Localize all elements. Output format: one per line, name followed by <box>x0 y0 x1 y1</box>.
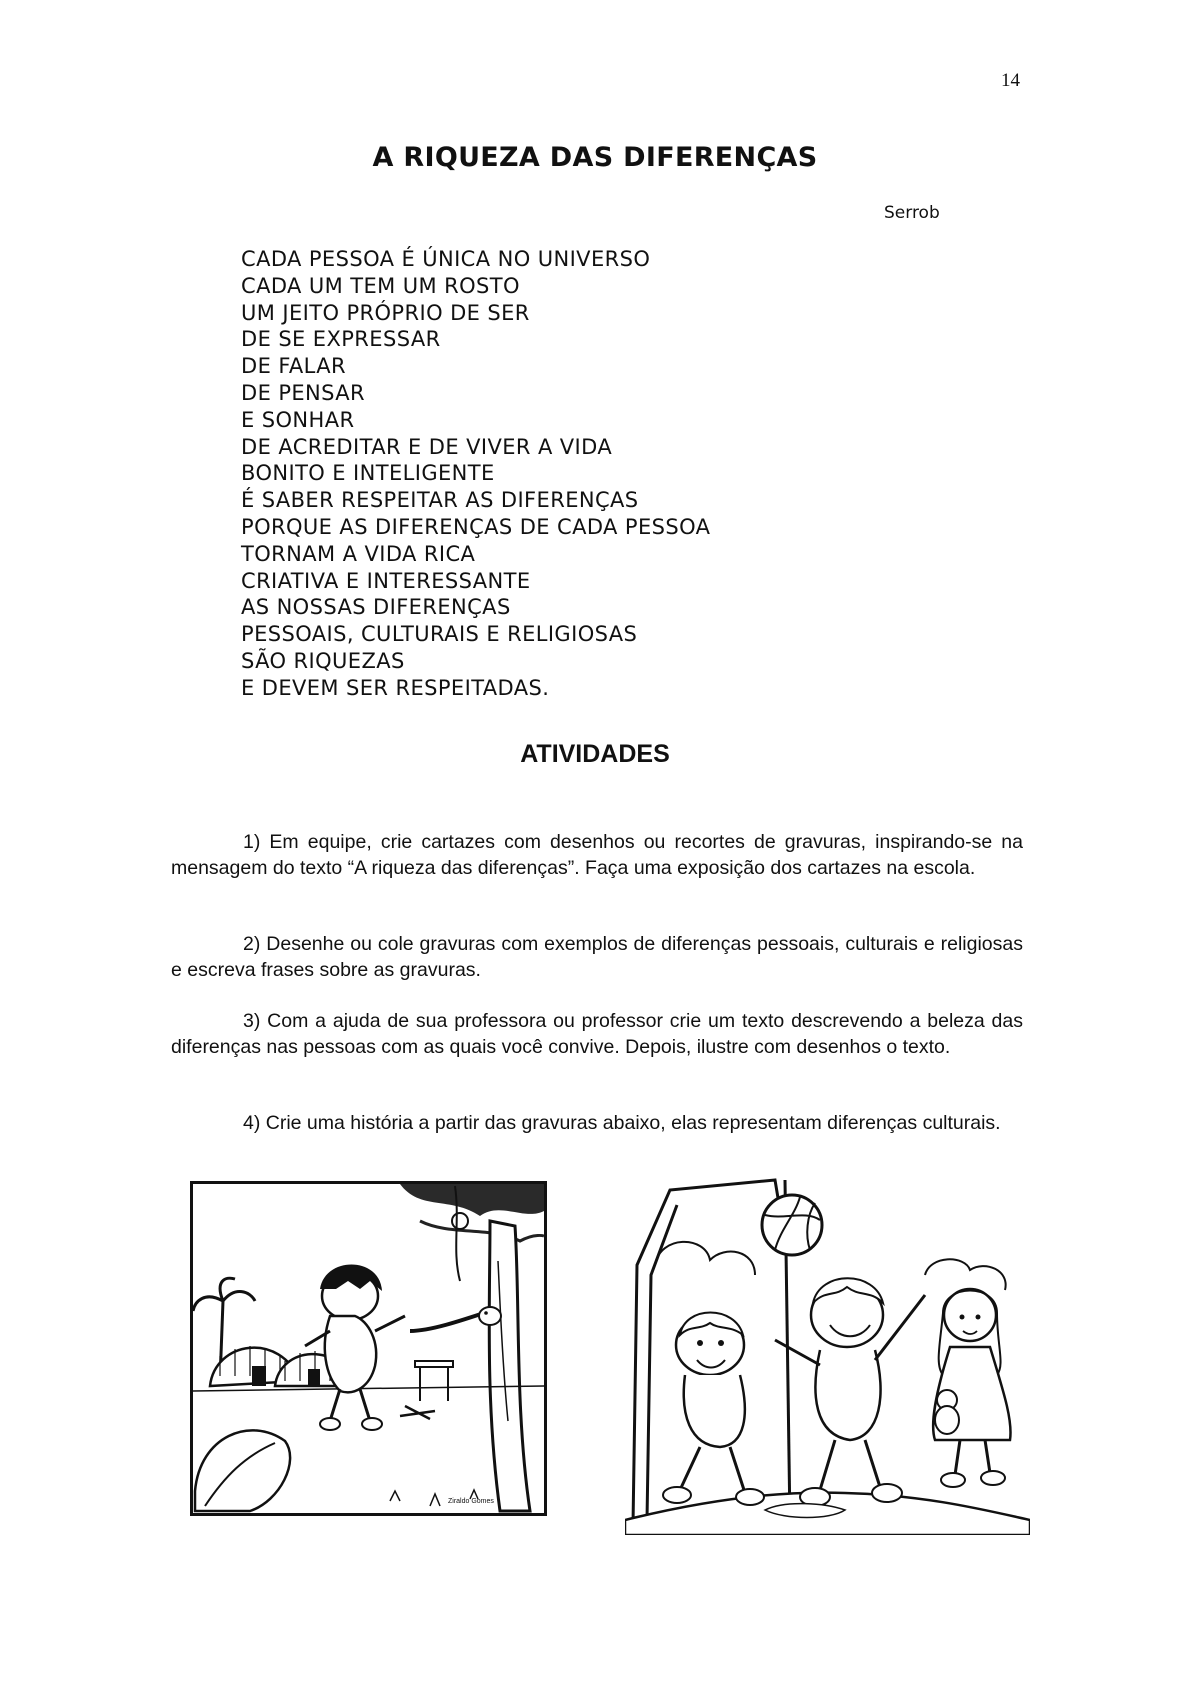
poem-line: E SONHAR <box>241 407 355 432</box>
poem-line: CADA UM TEM UM ROSTO <box>241 273 520 298</box>
indigenous-village-illustration <box>190 1181 547 1516</box>
page-title: A RIQUEZA DAS DIFERENÇAS <box>372 142 818 173</box>
artist-signature: Ziraldo Gomes <box>448 1498 494 1505</box>
activity-item: 1) Em equipe, crie cartazes com desenhos ou recortes de gravuras, inspirando-se na mensagem do texto “A riqueza das diferenças”. Faça uma exposição dos cartazes na escola. <box>171 831 1023 879</box>
poem-author: Serrob <box>884 203 940 223</box>
poem-line: CADA PESSOA É ÚNICA NO UNIVERSO <box>241 247 651 271</box>
poem-line: DE FALAR <box>241 354 346 379</box>
poem-line: PESSOAIS, CULTURAIS E RELIGIOSAS <box>241 622 638 647</box>
poem-line: AS NOSSAS DIFERENÇAS <box>241 595 511 620</box>
activity-item: 2) Desenhe ou cole gravuras com exemplos de diferenças pessoais, culturais e religiosas e escreva frases sobre as gravuras. <box>171 933 1023 981</box>
activities-heading: ATIVIDADES <box>520 740 670 768</box>
poem-line: CRIATIVA E INTERESSANTE <box>241 568 531 593</box>
poem-line: É SABER RESPEITAR AS DIFERENÇAS <box>241 488 639 513</box>
poem-line: TORNAM A VIDA RICA <box>241 541 476 566</box>
poem-line: DE PENSAR <box>241 380 366 405</box>
poem-line: UM JEITO PRÓPRIO DE SER <box>241 300 530 325</box>
poem-line: E DEVEM SER RESPEITADAS. <box>241 675 550 700</box>
page-number: 14 <box>1001 70 1020 91</box>
poem-line: DE ACREDITAR E DE VIVER A VIDA <box>241 434 613 459</box>
activity-item: 3) Com a ajuda de sua professora ou professor crie um texto descrevendo a beleza das diferenças nas pessoas com as quais você convive. Depois, ilustre com desenhos o texto. <box>171 1010 1023 1058</box>
activity-item: 4) Crie uma história a partir das gravuras abaixo, elas representam diferenças culturais. <box>243 1112 1001 1134</box>
children-playing-illustration <box>625 1175 1030 1535</box>
poem <box>241 246 710 702</box>
poem-line: SÃO RIQUEZAS <box>241 648 405 673</box>
poem-line: DE SE EXPRESSAR <box>241 327 441 352</box>
poem-line: PORQUE AS DIFERENÇAS DE CADA PESSOA <box>241 514 711 539</box>
poem-line: BONITO E INTELIGENTE <box>241 461 495 486</box>
